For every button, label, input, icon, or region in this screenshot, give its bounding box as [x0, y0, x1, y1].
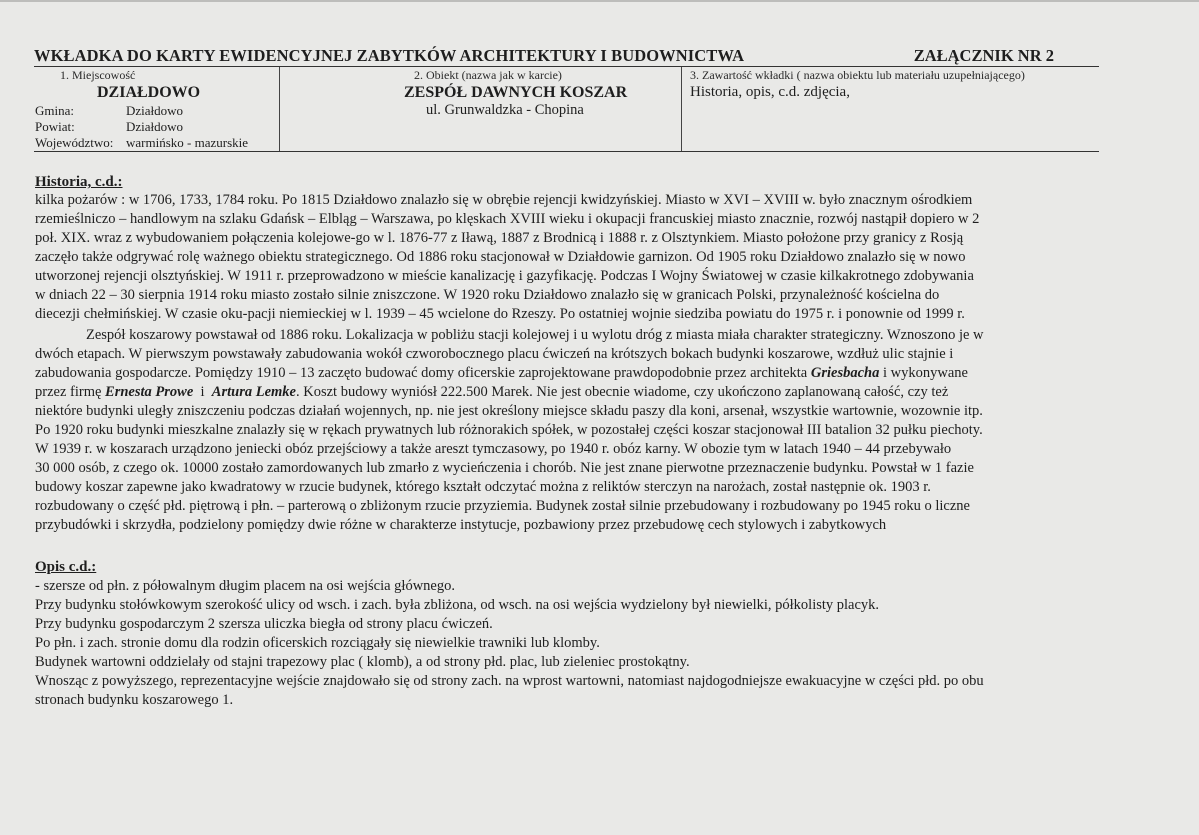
history-line: W 1939 r. w koszarach urządzono jeniecki obóz przejściowy a także areszt tymczasowy, po 1940 r. obóz karny. W obozie tym w latach 1940 – 44 przebywało — [35, 441, 952, 457]
voivodeship-value: warmińsko - mazurskie — [126, 135, 249, 150]
architect-name: Griesbacha — [810, 365, 880, 381]
description-line: Budynek wartowni oddzielały od stajni trapezowy plac ( klomb), a od strony płd. plac, lub zieleniec prostokątny. — [35, 654, 690, 670]
description-line: - szersze od płn. z półowalnym długim placem na osi wejścia głównego. — [35, 578, 455, 594]
header-table-bottom-rule — [34, 151, 1099, 152]
object-label: 2. Obiekt (nazwa jak w karcie) — [414, 68, 562, 82]
history-text: przez firmę — [35, 384, 106, 400]
history-line: rzemieślniczo – handlowym na szlaku Gdańsk – Elbląg – Warszawa, po klęskach XVIII wieku i okupacji francuskiej miasto znacznie, rozwój nastąpił dopiero w 2 — [35, 211, 980, 227]
history-line: kilka pożarów : w 1706, 1733, 1784 roku. Po 1815 Działdowo znalazło się w obrębie rejencji kwidzyńskiej. Miasto w XVI – XVIII w. było znacznym ośrodkiem — [35, 192, 973, 208]
column-divider-2 — [681, 67, 682, 151]
document-title: WKŁADKA DO KARTY EWIDENCYJNEJ ZABYTKÓW ARCHITEKTURY I BUDOWNICTWA — [34, 46, 745, 65]
locality-name: DZIAŁDOWO — [97, 84, 201, 101]
firm-name-prowe: Ernesta Prowe — [105, 384, 194, 400]
county-value: Działdowo — [126, 119, 184, 134]
history-line: budowy koszar zapewne jako kwadratowy w rzucie budynek, którego kształt odczytać można z reliktów sterczyn na narożach, został następnie ok. 1903 r. — [35, 479, 931, 495]
object-name: ZESPÓŁ DAWNYCH KOSZAR — [404, 84, 628, 101]
insert-contents-value: Historia, opis, c.d. zdjęcia, — [690, 84, 850, 100]
history-line: rozbudowany o część płd. piętrową i płn. – parterową o zbliżonym rzucie przyziemia. Budynek został silnie przebudowany i rozbudowany po 1945 roku o liczne — [35, 498, 970, 514]
history-line: w dniach 22 – 30 sierpnia 1914 roku miasto zostało silnie zniszczone. W 1920 roku Działdowo znalazło się w granicach Polski, przynależność kościelna do — [35, 287, 940, 303]
locality-label: 1. Miejscowość — [60, 68, 136, 82]
history-line-firms — [35, 384, 948, 401]
history-text: . Koszt budowy wyniósł 222.500 Marek. Nie jest obecnie wiadome, czy ukończono zaplanowaną całość, czy też — [295, 384, 949, 400]
history-line-architect — [35, 365, 968, 382]
column-divider-1 — [279, 67, 280, 151]
history-line: przybudówki i skrzydła, podzielony pomiędzy dwie różne w charakterze instytucje, pozbawiony przez przebudowę cech stylowych i zabytkowych — [35, 517, 887, 533]
voivodeship-key: Województwo: — [35, 135, 114, 150]
county-key: Powiat: — [35, 119, 75, 134]
description-line: stronach budynku koszarowego 1. — [35, 692, 234, 708]
header-rule — [34, 66, 1099, 67]
description-line: Wnosząc z powyższego, reprezentacyjne wejście znajdowało się od strony zach. na wprost wartowni, natomiast najdogodniejsze ewakuacyjne w części płd. po obu — [35, 673, 984, 689]
history-line: Po 1920 roku budynki mieszkalne znalazły się w rękach prywatnych lub różnorakich spółek, w pozostałej części koszar stacjonował III batalion 32 pułku piechoty. — [35, 422, 983, 438]
insert-contents-label: 3. Zawartość wkładki ( nazwa obiektu lub materiału uzupełniającego) — [690, 68, 1025, 82]
history-text: i — [193, 384, 212, 400]
object-address: ul. Grunwaldzka - Chopina — [426, 102, 584, 118]
history-line: Zespół koszarowy powstawał od 1886 roku. Lokalizacja w pobliżu stacji kolejowej i u wylotu dróg z miasta miała charakter strategiczny. Wznoszono je w — [86, 327, 984, 343]
description-line: Przy budynku stołówkowym szerokość ulicy od wsch. i zach. była zbliżona, od wsch. na osi wejścia wydzielony był niewielki, półkolisty placyk. — [35, 597, 880, 613]
history-heading: Historia, c.d.: — [35, 174, 123, 190]
annex-number: ZAŁĄCZNIK NR 2 — [913, 46, 1054, 65]
description-line: Po płn. i zach. stronie domu dla rodzin oficerskich rozciągały się niewielkie trawniki lub klomby. — [35, 635, 600, 651]
commune-value: Działdowo — [126, 103, 184, 118]
history-line: zaczęło także odgrywać rolę ważnego obiektu strategicznego. Od 1886 roku stacjonował w Działdowie garnizon. Od 1905 roku Działdowo znalazło się w nowo — [35, 249, 966, 265]
description-line: Przy budynku gospodarczym 2 szersza uliczka biegła od strony placu ćwiczeń. — [35, 616, 493, 632]
description-heading: Opis c.d.: — [35, 559, 97, 575]
history-line: niektóre budynki uległy zniszczeniu podczas działań wojennych, np. nie jest określony miejsce składu paszy dla koni, arsenał, wszystkie wartownie, wozownie itp. — [35, 403, 983, 419]
history-line: utworzonej rejencji olsztyńskiej. W 1911 r. przeprowadzono w mieście kanalizację i gazyfikację. Podczas I Wojny Światowej w czasie kilkakrotnego zdobywania — [35, 268, 974, 284]
history-text: i wykonywane — [879, 365, 968, 381]
history-line: poł. XIX. wraz z wybudowaniem połączenia kolejowe-go w l. 1876-77 z Iławą, 1887 z Brodnicą i 1888 r. z Olsztynkiem. Miasto położone przy granicy z Rosją — [35, 230, 964, 246]
commune-key: Gmina: — [35, 103, 74, 118]
history-line: zabudowania gospodarcze. Pomiędzy 1910 – 13 zaczęto budować domy oficerskie zaprojektowane prawdopodobnie przez architekta — [35, 365, 808, 381]
history-line: 30 000 osób, z czego ok. 10000 zostało zamordowanych lub zmarło z wycieńczenia i chorób. Nie jest znane pierwotne przeznaczenie budynku. Powstał w 1 fazie — [35, 460, 974, 476]
history-line: dwóch etapach. W pierwszym powstawały zabudowania wokół czworobocznego placu ćwiczeń na krótszych bokach budynki koszarowe, wzdłuż ulic stajnie i — [35, 346, 954, 362]
history-line: diecezji chełmińskiej. W czasie oku-pacji niemieckiej w l. 1939 – 45 wcielone do Rzeszy. Po ostatniej wojnie siedziba powiatu do 1975 r. i ponownie od 1999 r. — [35, 306, 965, 322]
scan-edge — [0, 0, 1199, 2]
firm-name-lemke: Artura Lemke — [211, 384, 296, 400]
